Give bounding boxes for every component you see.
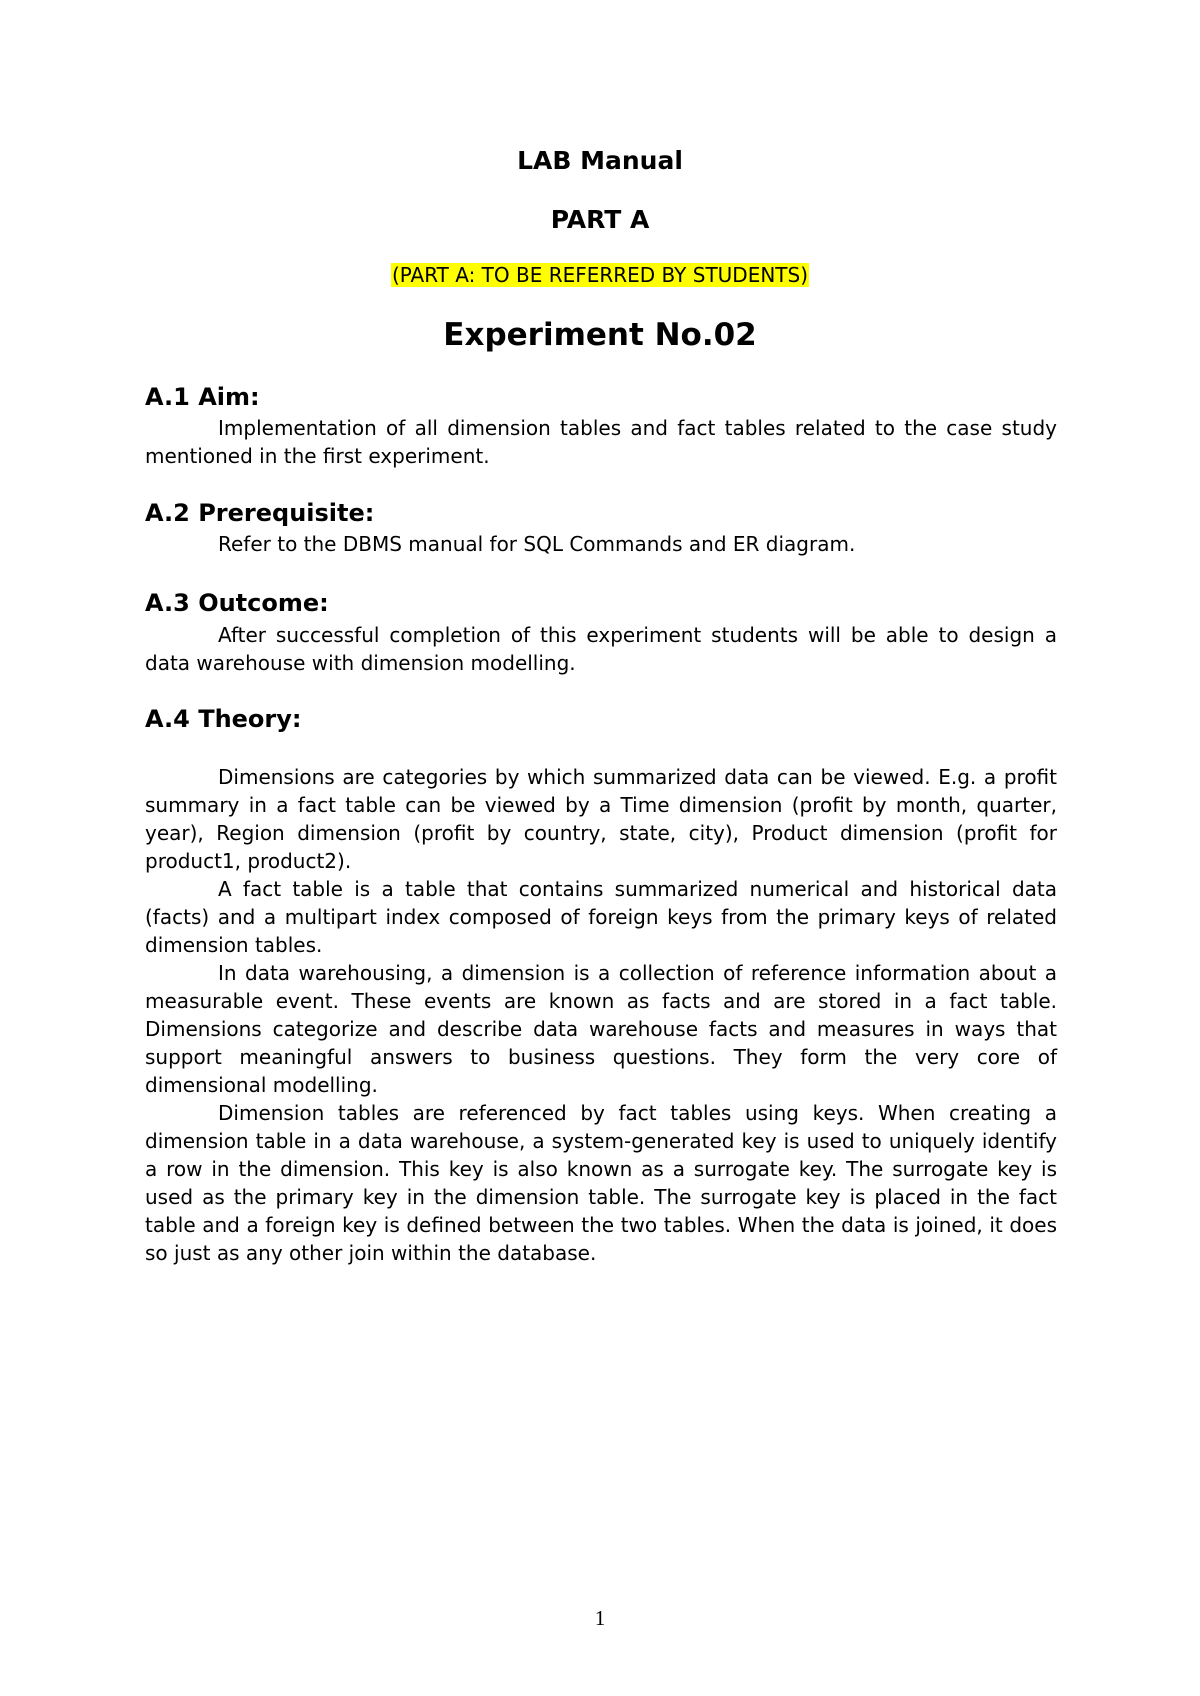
theory-paragraph-1: Dimensions are categories by which summarized data can be viewed. E.g. a profit summary in a fact table can be viewed by a Time dimension (profit by month, quarter, year), Region dimension (profit by country, state, city), Product dimension (profit for product1, product2). — [145, 765, 1057, 873]
part-title: PART A — [550, 205, 650, 234]
experiment-title: Experiment No.02 — [443, 317, 757, 353]
theory-paragraph-2: A fact table is a table that contains summarized numerical and historical data (facts) and a multipart index composed of foreign keys from the primary keys of related dimension tables. — [145, 877, 1057, 957]
aim-text: Implementation of all dimension tables and fact tables related to the case study mentioned in the first experiment. — [145, 416, 1057, 468]
part-note — [0, 263, 1200, 287]
outcome-text: After successful completion of this experiment students will be able to design a data warehouse with dimension modelling. — [145, 623, 1057, 675]
aim-heading: A.1 Aim: — [145, 383, 260, 411]
theory-paragraph-4: Dimension tables are referenced by fact tables using keys. When creating a dimension table in a data warehouse, a system-generated key is used to uniquely identify a row in the dimension. This key is also known as a surrogate key. The surrogate key is used as the primary key in the dimension table. The surrogate key is placed in the fact table and a foreign key is defined between the two tables. When the data is joined, it does so just as any other join within the database. — [145, 1101, 1057, 1265]
document-title: LAB Manual — [517, 146, 683, 175]
part-note-highlighted-text: (PART A: TO BE REFERRED BY STUDENTS) — [391, 263, 809, 287]
theory-heading: A.4 Theory: — [145, 705, 302, 733]
prerequisite-text: Refer to the DBMS manual for SQL Commands and ER diagram. — [218, 532, 856, 556]
prerequisite-heading: A.2 Prerequisite: — [145, 499, 375, 527]
page-number: 1 — [594, 1606, 606, 1630]
theory-paragraph-3: In data warehousing, a dimension is a collection of reference information about a measurable event. These events are known as facts and are stored in a fact table. Dimensions categorize and describe data warehouse facts and measures in ways that support meaningful answers to business questions. They form the very core of dimensional modelling. — [145, 961, 1057, 1097]
outcome-heading: A.3 Outcome: — [145, 589, 329, 617]
